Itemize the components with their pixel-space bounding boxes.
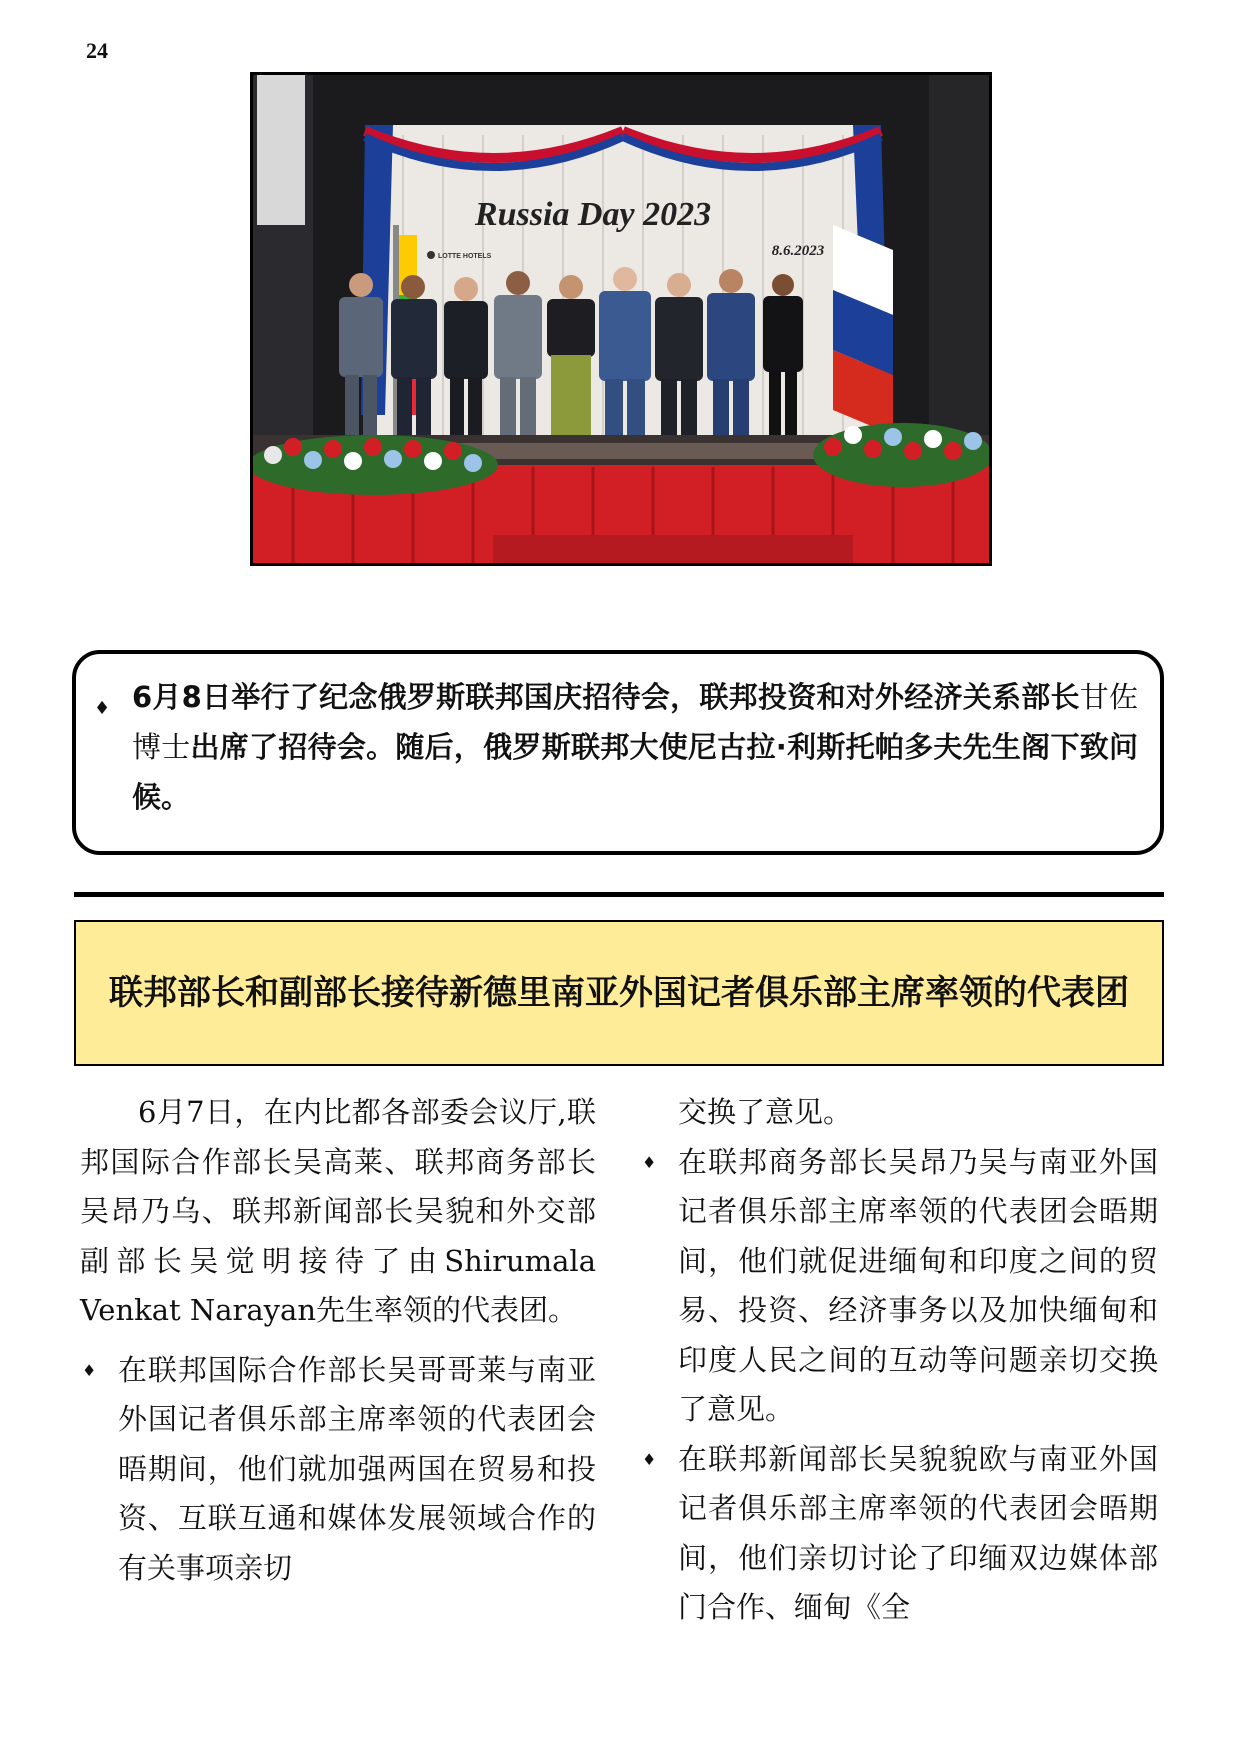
- caption-part-1: 6月8日举行了纪念俄罗斯联邦国庆招待会，联邦投资和对外经济关系部长: [132, 680, 1080, 714]
- diamond-bullet-icon: ♦: [94, 698, 111, 719]
- caption-minister-name: 甘佐博士: [132, 680, 1138, 764]
- bullet-text: 在联邦国际合作部长吴哥哥莱与南亚外国记者俱乐部主席率领的代表团会晤期间，他们就加强两国在贸易和投资、互联互通和媒体发展领域合作的有关事项亲切: [118, 1352, 596, 1585]
- diamond-bullet-icon: ♦: [642, 1152, 657, 1172]
- banner-title: Russia Day 2023: [474, 196, 712, 233]
- page-number: 24: [86, 38, 108, 63]
- article-headline: 联邦部长和副部长接待新德里南亚外国记者俱乐部主席率领的代表团: [109, 973, 1129, 1013]
- flower-arrangement-left: [253, 435, 498, 495]
- photo-caption-box: [72, 650, 1164, 855]
- photo-caption: [132, 672, 1138, 822]
- diamond-bullet-icon: ♦: [642, 1449, 657, 1469]
- diamond-bullet-icon: ♦: [82, 1360, 97, 1380]
- left-column: [80, 1088, 596, 1593]
- banner-date: 8.6.2023: [771, 243, 825, 259]
- article-headline-box: [74, 920, 1164, 1066]
- bullet-item: [640, 1138, 1158, 1435]
- flower-arrangement-right: [813, 423, 989, 487]
- continuation-text: 交换了意见。: [678, 1095, 853, 1129]
- bullet-item: [80, 1346, 596, 1594]
- event-photo-illustration: [253, 75, 989, 563]
- caption-part-3: 出席了招待会。随后，俄罗斯联邦大使尼古拉·利斯托帕多夫先生阁下致问候。: [132, 730, 1138, 814]
- hotel-logo: LOTTE HOTELS: [438, 253, 492, 260]
- section-divider: [74, 892, 1164, 897]
- right-column: [640, 1088, 1158, 1633]
- bullet-item: [640, 1435, 1158, 1633]
- hotel-logo-icon: [427, 251, 435, 259]
- bullet-text: 在联邦商务部长吴昂乃吴与南亚外国记者俱乐部主席率领的代表团会晤期间，他们就促进缅甸和印度之间的贸易、投资、经济事务以及加快缅甸和印度人民之间的互动等问题亲切交换了意见。: [678, 1144, 1158, 1426]
- event-photo: [250, 72, 992, 566]
- bullet-text: 在联邦新闻部长吴貌貌欧与南亚外国记者俱乐部主席率领的代表团会晤期间，他们亲切讨论了印缅双边媒体部门合作、缅甸《全: [678, 1441, 1158, 1624]
- intro-paragraph: 6月7日，在内比都各部委会议厅,联邦国际合作部长吴高莱、联邦商务部长吴昂乃乌、联邦新闻部长吴貌和外交部副部长吴觉明接待了由Shirumala Venkat Narayan先生率领的代表团。: [80, 1095, 596, 1327]
